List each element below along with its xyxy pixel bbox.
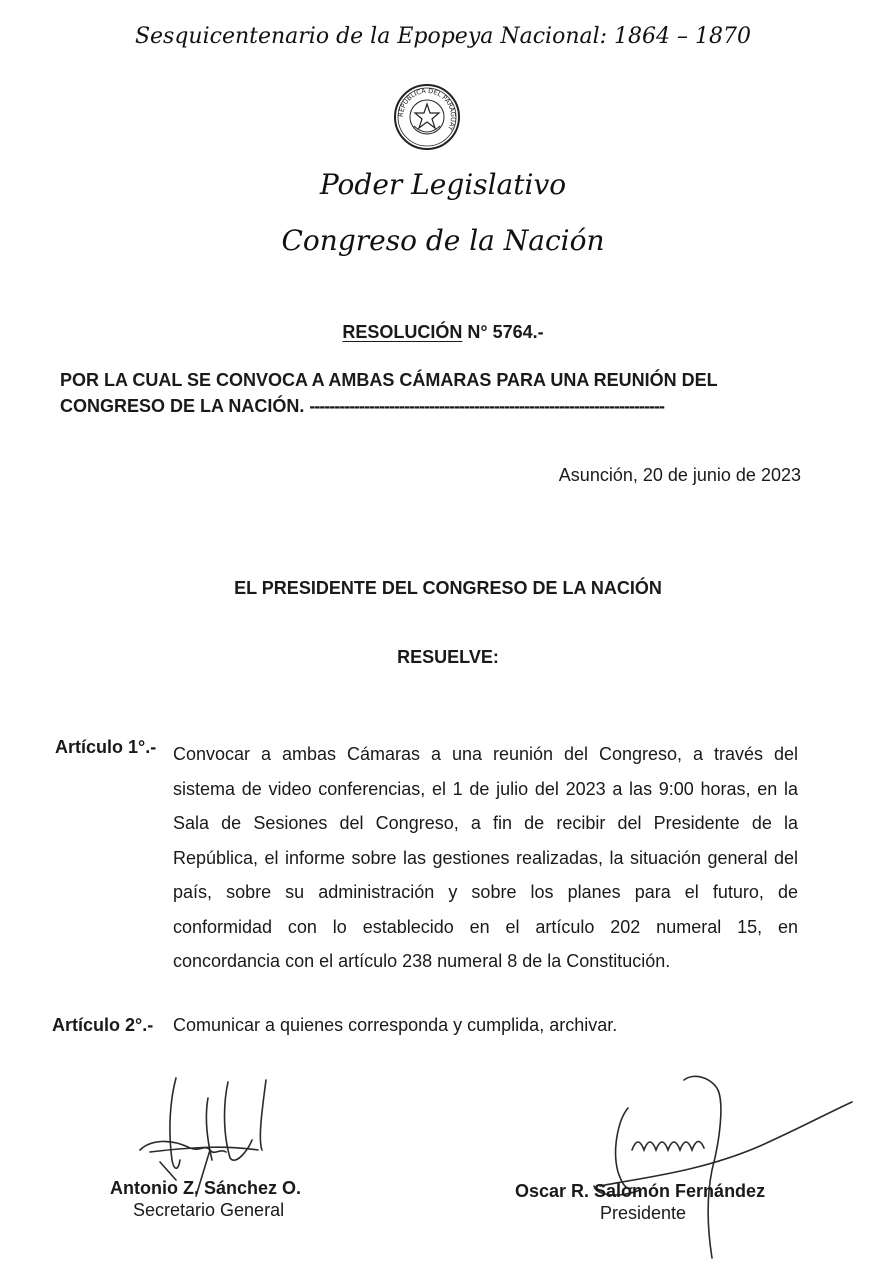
resolves-heading: RESUELVE: [397,647,499,667]
national-seal-icon [392,82,462,152]
resolution-number [0,322,886,343]
right-signature-icon [594,1076,852,1258]
issuer-heading: EL PRESIDENTE DEL CONGRESO DE LA NACIÓN [234,578,662,598]
org-line-2: Congreso de la Nación [281,224,605,257]
subject-text: POR LA CUAL SE CONVOCA A AMBAS CÁMARAS PARA UNA REUNIÓN DEL CONGRESO DE LA NACIÓN. [60,370,718,416]
org-line-1: Poder Legislativo [319,168,567,201]
svg-text:REPÚBLICA DEL PARAGUAY: REPÚBLICA DEL PARAGUAY [396,86,458,132]
article-1-label: Artículo 1°.- [55,737,157,757]
resolution-label: RESOLUCIÓN [342,322,463,342]
signer-1-title: Secretario General [133,1200,285,1220]
header-motto: Sesquicentenario de la Epopeya Nacional: 1864 – 1870 [134,24,752,49]
signer-1-name: Antonio Z. Sánchez O. [110,1178,302,1198]
signer-2-title: Presidente [600,1203,687,1223]
article-2-label: Artículo 2°.- [52,1015,154,1035]
resolution-date: Asunción, 20 de junio de 2023 [558,465,801,485]
article-2-text: Comunicar a quienes corresponda y cumplida, archivar. [173,1015,618,1035]
subject-dashes: ----------------------------------------------------------------------- [309,396,664,416]
resolution-number-value: N° 5764.- [462,322,544,342]
resolution-subject [60,367,805,419]
article-1-text: Convocar a ambas Cámaras a una reunión del Congreso, a través del sistema de video conferencias, el 1 de julio del 2023 a las 9:00 horas, en la Sala de Sesiones del Congreso, a fin de recibir del Presidente de la República, el informe sobre las gestiones realizadas, la situación general del país, sobre su administración y sobre los planes para el futuro, de conformidad con lo establecido en el artículo 202 numeral 15, en concordancia con el artículo 238 numeral 8 de la Constitución. [173,744,798,971]
signer-2-name: Oscar R. Salomón Fernández [515,1181,766,1201]
